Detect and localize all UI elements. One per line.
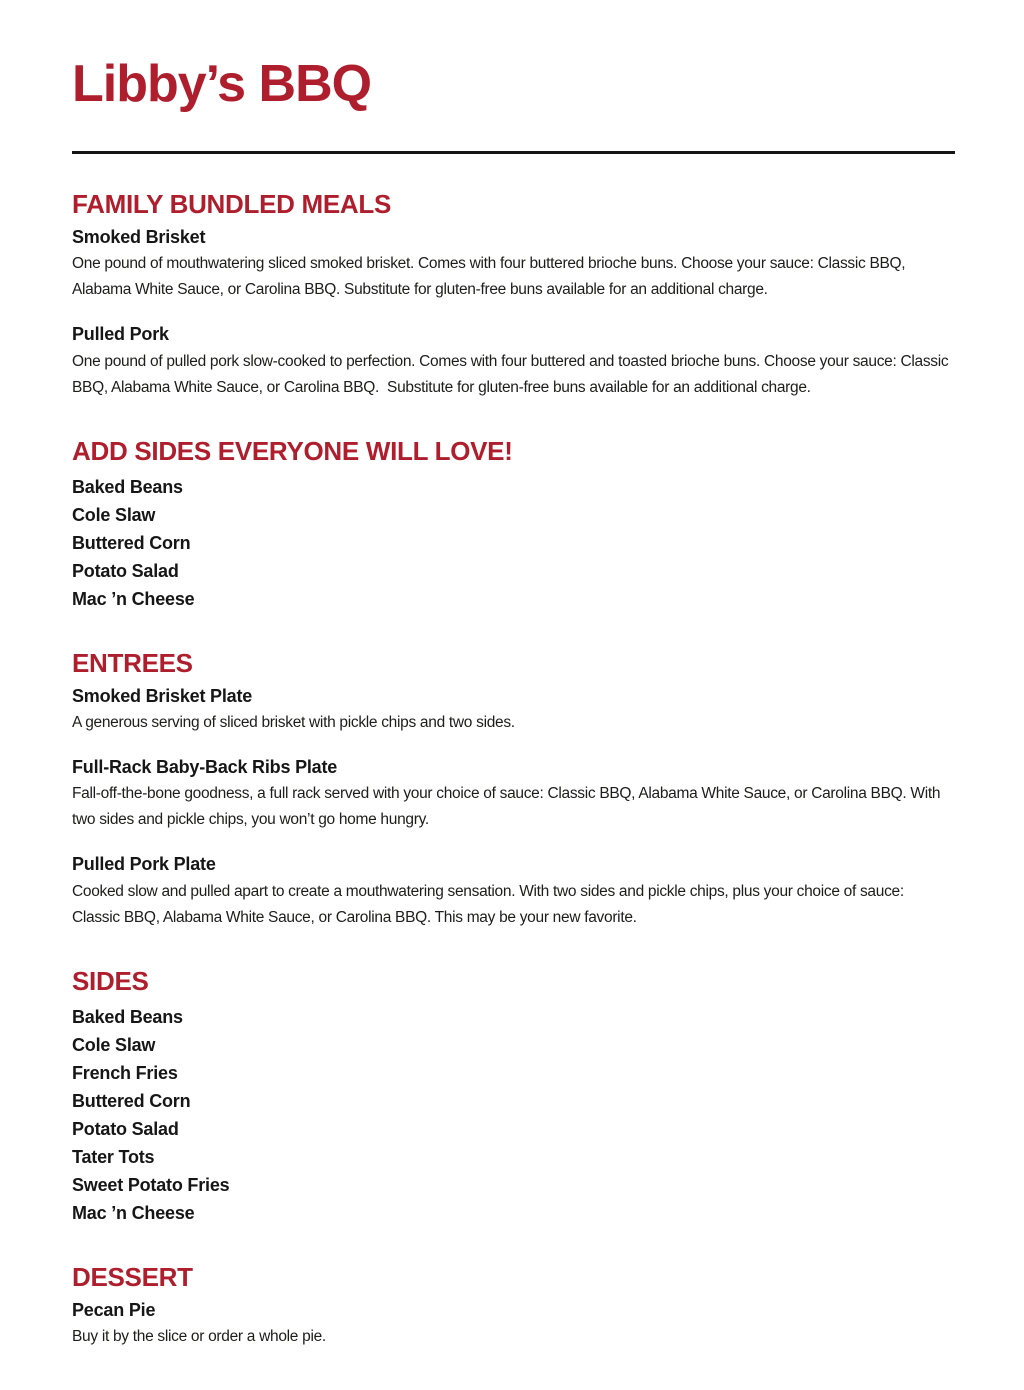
menu-item-name: Smoked Brisket Plate [72, 685, 253, 706]
section-heading-add-sides: ADD SIDES EVERYONE WILL LOVE! [72, 435, 513, 466]
menu-item-name: Smoked Brisket [72, 227, 206, 248]
menu-item-name: Full-Rack Baby-Back Ribs Plate [72, 757, 338, 778]
list-item-sweet-potato-fries: Sweet Potato Fries [72, 1174, 230, 1195]
section-heading-dessert: DESSERT [72, 1261, 193, 1292]
menu-item-description: A generous serving of sliced brisket with pickle chips and two sides. [72, 714, 515, 732]
menu-item-baby-back-ribs-plate [72, 756, 955, 833]
list-item-mac-n-cheese: Mac ’n Cheese [72, 588, 195, 609]
section-add-sides [72, 437, 955, 613]
page-title: Libby’s BBQ [72, 55, 372, 113]
menu-item-description: One pound of pulled pork slow-cooked to perfection. Comes with four buttered and toasted brioche buns. Choose your sauce: Classic BBQ, Alabama White Sauce, or Carolina BBQ. Substitute for gluten-free buns available for an additional charge. [72, 352, 953, 396]
section-sides [72, 967, 955, 1227]
menu-item-pulled-pork-plate [72, 853, 955, 930]
title-divider [72, 151, 955, 154]
menu-item-smoked-brisket [72, 226, 955, 303]
menu-item-pulled-pork [72, 323, 955, 400]
list-item-cole-slaw: Cole Slaw [72, 504, 156, 525]
section-heading-entrees: ENTREES [72, 647, 193, 678]
list-item-french-fries: French Fries [72, 1062, 178, 1083]
list-item-buttered-corn: Buttered Corn [72, 532, 191, 553]
list-item-buttered-corn: Buttered Corn [72, 1090, 191, 1111]
list-item-mac-n-cheese: Mac ’n Cheese [72, 1202, 195, 1223]
list-item-cole-slaw: Cole Slaw [72, 1034, 156, 1055]
section-heading-family-bundled-meals: FAMILY BUNDLED MEALS [72, 189, 392, 220]
menu-item-description: Fall-off-the-bone goodness, a full rack served with your choice of sauce: Classic BBQ, Alabama White Sauce, or Carolina BBQ. With two sides and pickle chips, you won’t go home hungry. [72, 785, 945, 829]
menu-item-description: Cooked slow and pulled apart to create a mouthwatering sensation. With two sides and pickle chips, plus your choice of sauce: Classic BBQ, Alabama White Sauce, or Carolina BBQ. This may be your new favorite. [72, 882, 908, 926]
section-family-bundled-meals [72, 190, 955, 401]
section-dessert [72, 1263, 955, 1350]
menu-item-smoked-brisket-plate [72, 685, 955, 736]
menu-item-pecan-pie [72, 1299, 955, 1350]
menu-item-name: Pecan Pie [72, 1299, 156, 1320]
add-sides-list [72, 473, 955, 613]
list-item-baked-beans: Baked Beans [72, 476, 183, 497]
menu-item-description: Buy it by the slice or order a whole pie. [72, 1327, 326, 1345]
list-item-potato-salad: Potato Salad [72, 1118, 179, 1139]
menu-item-name: Pulled Pork [72, 324, 169, 345]
section-heading-sides: SIDES [72, 965, 149, 996]
menu-item-description: One pound of mouthwatering sliced smoked brisket. Comes with four buttered brioche buns. Choose your sauce: Classic BBQ, Alabama White Sauce, or Carolina BBQ. Substitute for gluten-free buns available for an additional charge. [72, 255, 909, 299]
list-item-baked-beans: Baked Beans [72, 1006, 183, 1027]
list-item-potato-salad: Potato Salad [72, 560, 179, 581]
sides-list [72, 1003, 955, 1227]
list-item-tater-tots: Tater Tots [72, 1146, 155, 1167]
section-entrees [72, 649, 955, 931]
menu-item-name: Pulled Pork Plate [72, 854, 216, 875]
